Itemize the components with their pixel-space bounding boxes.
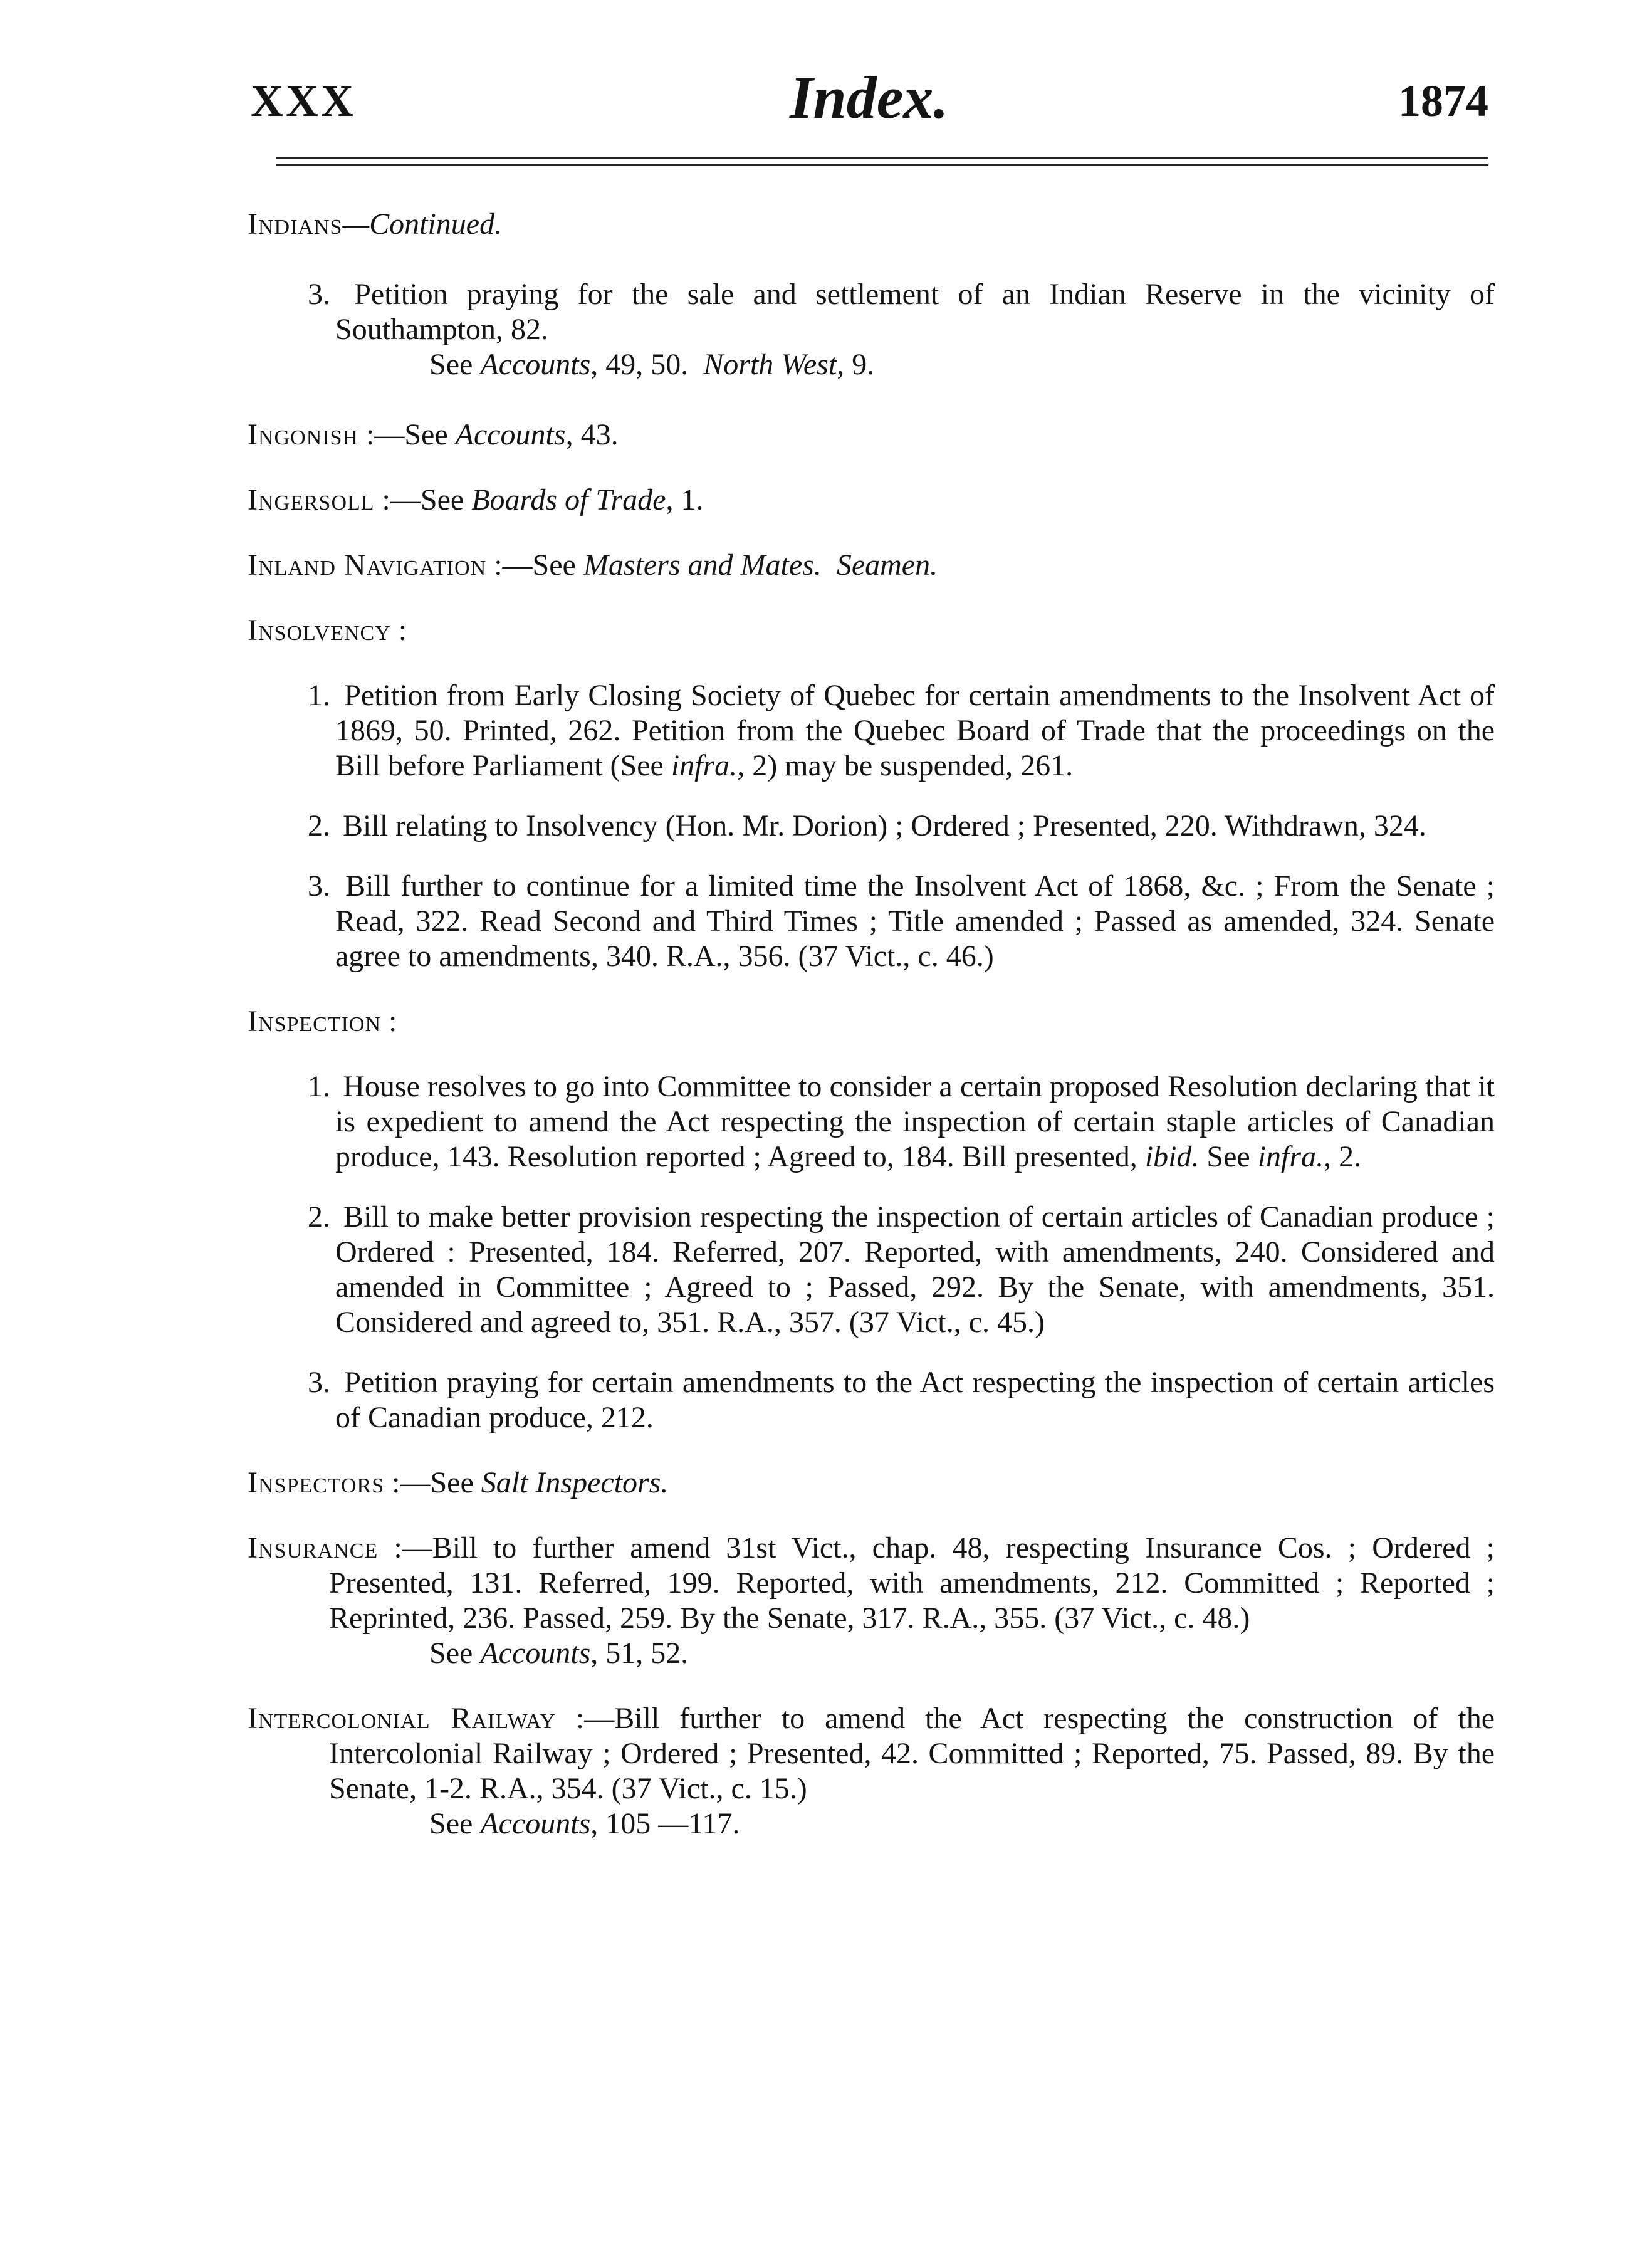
page-header (251, 63, 1488, 144)
entry-insolvency-heading: Insolvency : (248, 614, 407, 647)
page-year: 1874 (1398, 76, 1488, 126)
entry-insurance: Insurance :—Bill to further amend 31st Vict., chap. 48, respecting Insurance Cos. ; Ordered ; Presented, 131. Referred, 199. Reported, with amendments, 212. Committed ; Reported ; Reprinted, 236. Passed, 259. By the Senate, 317. R.A., 355. (37 Vict., c. 48.) (248, 1531, 1495, 1635)
entry-indians-see: See Accounts, 49, 50. North West, 9. (429, 348, 875, 381)
entry-ingersoll: Ingersoll :—See Boards of Trade, 1. (248, 483, 704, 516)
entry-ingonish: Ingonish :—See Accounts, 43. (248, 418, 619, 451)
entry-insolvency-item-3: 3. Bill further to continue for a limited time the Insolvent Act of 1868, &c. ; From the Senate ; Read, 322. Read Second and Third Times ; Title amended ; Passed as amended, 324. Senate agree to amendments, 340. R.A., 356. (37 Vict., c. 46.) (308, 869, 1495, 973)
page-title: Index. (790, 64, 949, 131)
entry-indians-item-3: 3. Petition praying for the sale and settlement of an Indian Reserve in the vicinity of Southampton, 82. (308, 278, 1495, 346)
entry-inspectors: Inspectors :—See Salt Inspectors. (248, 1466, 669, 1499)
index-content (248, 188, 1495, 1842)
entry-insolvency-item-2: 2. Bill relating to Insolvency (Hon. Mr. Dorion) ; Ordered ; Presented, 220. Withdrawn, 324. (308, 809, 1426, 842)
header-rule (276, 157, 1488, 159)
entry-insolvency-item-1: 1. Petition from Early Closing Society of Quebec for certain amendments to the Insolvent Act of 1869, 50. Printed, 262. Petition from the Quebec Board of Trade that the proceedings on the Bill before Parliament (See infra., 2) may be suspended, 261. (308, 679, 1495, 782)
entry-indians-heading: Indians—Continued. (248, 207, 503, 241)
entry-intercolonial-see: See Accounts, 105 —117. (429, 1807, 740, 1840)
page-roman-numeral: XXX (251, 76, 356, 126)
entry-intercolonial-railway: Intercolonial Railway :—Bill further to amend the Act respecting the construction of the Intercolonial Railway ; Ordered ; Presented, 42. Committed ; Reported, 75. Passed, 89. By the Senate, 1-2. R.A., 354. (37 Vict., c. 15.) (248, 1702, 1495, 1805)
header-rule-secondary (276, 164, 1488, 166)
entry-inland-navigation: Inland Navigation :—See Masters and Mates. Seamen. (248, 548, 938, 582)
entry-inspection-item-1: 1. House resolves to go into Committee to consider a certain proposed Resolution declaring that it is expedient to amend the Act respecting the inspection of certain staple articles of Canadian produce, 143. Resolution reported ; Agreed to, 184. Bill presented, ibid. See infra., 2. (308, 1070, 1495, 1173)
entry-inspection-heading: Inspection : (248, 1005, 397, 1038)
entry-inspection-item-2: 2. Bill to make better provision respecting the inspection of certain articles of Canadian produce ; Ordered : Presented, 184. Referred, 207. Reported, with amendments, 240. Considered and amended in Committee ; Agreed to ; Passed, 292. By the Senate, with amendments, 351. Considered and agreed to, 351. R.A., 357. (37 Vict., c. 45.) (308, 1200, 1495, 1339)
entry-insurance-see: See Accounts, 51, 52. (429, 1637, 689, 1670)
entry-inspection-item-3: 3. Petition praying for certain amendments to the Act respecting the inspection of certain articles of Canadian produce, 212. (308, 1366, 1495, 1434)
